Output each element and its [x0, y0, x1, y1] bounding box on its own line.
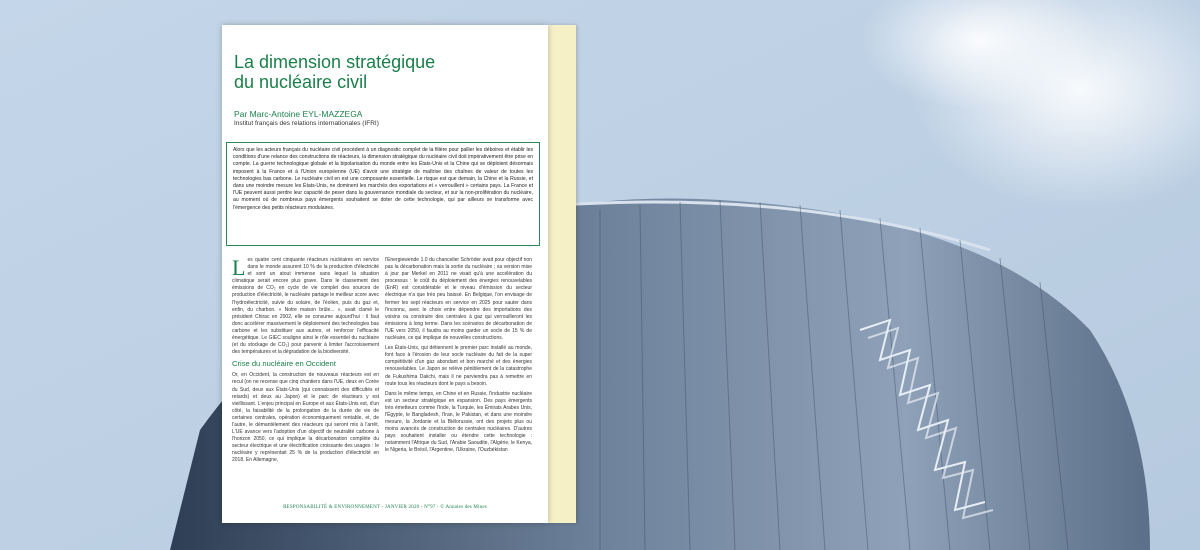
body-paragraph: Dans le même temps, en Chine et en Russie, l'industrie nucléaire est un secteur stratégique en expansion. Des pays émergents très émetteurs comme l'Inde, la Turquie, les Émirats Arabes Unis, l'Égypte, le Bangladesh, l'Iran, le Pakistan, et dans une moindre mesure, la Jordanie et la Biélorussie, ont des projets plus ou moins avancés de construction de centrales nucléaires. D'autres pays souhaitent installer ou étendre cette technologie : notamment l'Afrique du Sud, l'Arabie Saoudite, l'Algérie, le Kenya, le Nigeria, le Brésil, l'Argentine, l'Ukraine, l'Ouzbékistan — [385, 390, 532, 454]
body-paragraph: Les États-Unis, qui détiennent le premier parc installé au monde, font face à l'érosion de leur socle nucléaire du fait de la super compétitivité d'un gaz abondant et bon marché et des énergies renouvelables. Le Japon se relève péniblement de la catastrophe de Fukushima Daiichi, mais il ne parviendra pas à remettre en route tous les réacteurs dont le pays a besoin. — [385, 345, 532, 387]
article-page — [222, 25, 548, 523]
body-paragraph: l'Energiewende 1.0 du chancelier Schröder avait pour objectif non pas la décarbonation mais la sortie du nucléaire ; sa version mise à jour par Merkel en 2011 ne visait qu'à une accélération du processus : le coût du déploiement des énergies renouvelables (EnR) est considérable et le niveau d'émission du secteur électrique n'a que très peu baissé. En Belgique, l'on envisage de fermer les sept réacteurs en service en 2025 pour sauter dans l'inconnu, avec le choix entre dépendre des importations des voisins ou construire des centrales à gaz qui verrouilleront les émissions à long terme. Dans les scénarios de décarbonation de l'UE vers 2050, il faudra au moins garder un socle de 15 % de nucléaire, ce qui implique de nouvelles constructions. — [385, 257, 532, 342]
intro-paragraph: Les quatre cent cinquante réacteurs nucléaires en service dans le monde assurent 10 % de la production d'électricité et sont un atout immense sans lequel la situation climatique serait encore plus grave. Dans le classement des émissions de CO₂ en cycle de vie complet des sources de production d'électricité, le nucléaire partage le meilleur score avec l'hydroélectricité, suivie du solaire, de l'éolien, puis du gaz et, enfin, du charbon. « Notre maison brûle... », avait clamé le président Chirac en 2002, elle se consume aujourd'hui : il faut donc accélérer massivement le déploiement des technologies bas carbone et les substituer aux autres, et renforcer l'efficacité énergétique. Le GIEC souligne ainsi le rôle essentiel du nucléaire (et du stockage de CO₂) pour parvenir à limiter l'accroissement des températures et la dégradation de la biodiversité. — [232, 255, 379, 356]
page-title: La dimension stratégique du nucléaire civil — [234, 52, 436, 92]
section-heading: Crise du nucléaire en Occident — [232, 359, 336, 369]
page-edge — [548, 25, 576, 523]
byline — [234, 109, 534, 128]
abstract-box — [226, 142, 540, 246]
column-left — [232, 257, 379, 468]
abstract-text: Alors que les acteurs français du nucléaire civil procèdent à un diagnostic complet de la filière pour pallier les déboires et établir les conditions d'une relance des constructions de réacteurs, la dimension stratégique du nucléaire civil doit impérativement être prise en compte. La guerre technologique globale et la bipolarisation du monde entre les États-Unis et la Chine qui se déploient désormais imposent à la France et à l'Union européenne (UE) d'avoir une stratégie de maîtrise des chaînes de valeur de toutes les technologies bas carbone. Le nucléaire civil en est une composante essentielle. Le risque est que demain, la Chine et la Russie, et dans une moindre mesure les États-Unis, ne dominent les marchés des exportations et « verrouillent » certains pays. La France et l'UE peuvent aussi perdre leur capacité de peser dans la gouvernance mondiale du secteur, et sur la non-prolifération du nucléaire, au moment où de nombreux pays émergents souhaitent se doter de cette technologie, qui par ailleurs se transforme avec l'émergence des petits réacteurs modulaires. — [233, 147, 533, 211]
institute: Institut français des relations internationales (IFRI) — [234, 120, 379, 127]
author: Par Marc-Antoine EYL-MAZZEGA — [234, 109, 363, 119]
page-footer: RESPONSABILITÉ & ENVIRONNEMENT - JANVIER 2020 - N°97 - © Annales des Mines — [283, 505, 487, 510]
column-right — [385, 257, 532, 458]
body-paragraph: Or, en Occident, la construction de nouveaux réacteurs est en recul (on ne recense que cinq chantiers dans l'UE, deux en Corée du Sud, deux aux États-Unis (qui connaissent des difficultés et retards) et deux au Japon) et le parc de réacteurs y est vieillissant. L'enjeu principal en Europe et aux États-Unis est, d'un côté, la faisabilité de la prolongation de la durée de vie de certaines centrales, opération économiquement rentable, et, de l'autre, le démantèlement des réacteurs qui seront mis à l'arrêt. L'UE avance vers l'adoption d'un objectif de neutralité carbone à l'horizon 2050, ce qui implique la décarbonation complète du secteur électrique et une électrification croissante des usages : le nucléaire y représentait 25 % de la production d'électricité en 2018. En Allemagne, — [232, 372, 379, 464]
drop-cap: L — [232, 255, 246, 280]
